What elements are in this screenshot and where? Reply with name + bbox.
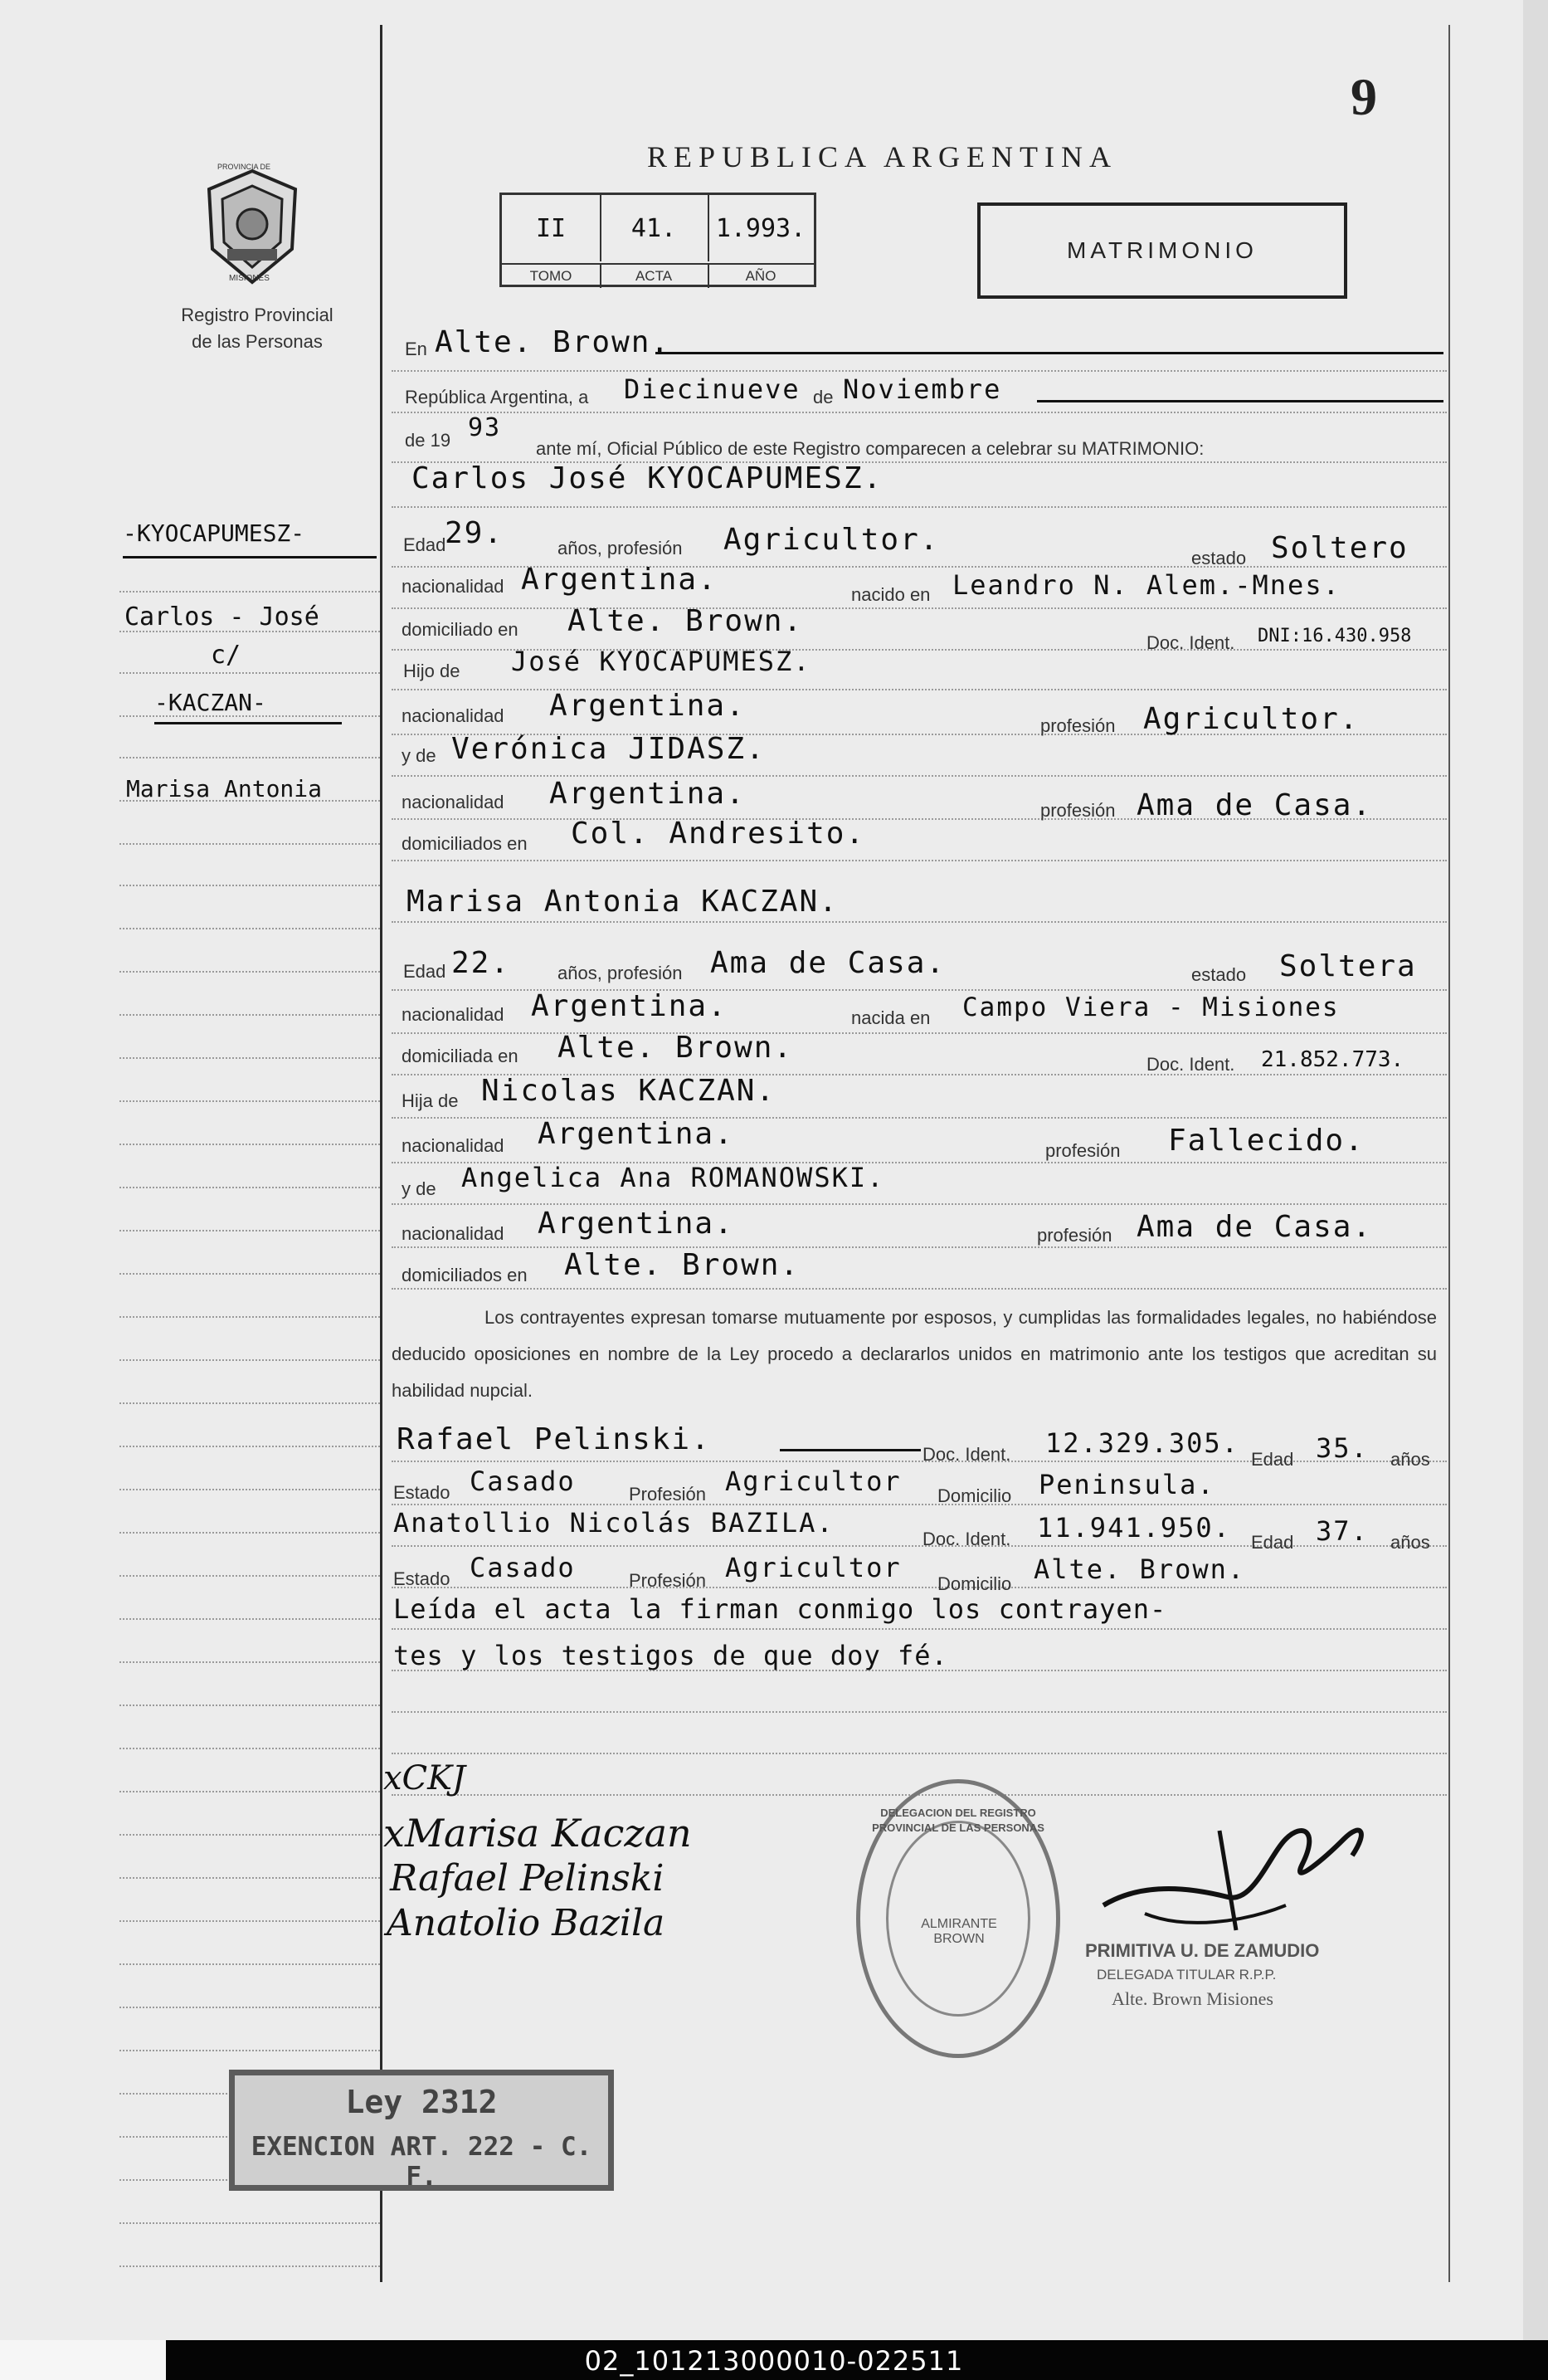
registry-name <box>141 302 373 355</box>
bride-nacida-label: nacida en <box>851 1007 931 1028</box>
tomo-value: II <box>502 195 601 261</box>
margin-rule <box>119 2265 380 2267</box>
page-edge <box>1523 0 1548 2340</box>
groom-doc: DNI:16.430.958 <box>1258 626 1412 646</box>
groom-civil-status: Soltero <box>1271 531 1409 565</box>
groom-father-nac-label: nacionalidad <box>402 705 504 726</box>
witness1-civil-status: Casado <box>470 1466 576 1497</box>
bride-doc: 21.852.773. <box>1261 1047 1404 1072</box>
margin-rule <box>119 1963 380 1965</box>
bride-parents-dom-label: domiciliados en <box>402 1265 528 1285</box>
exencion-text: EXENCION ART. 222 - C. F. <box>251 2132 592 2192</box>
margin-rule <box>119 715 380 717</box>
margin-rule <box>119 1316 380 1318</box>
margin-rule <box>119 1575 380 1577</box>
groom-nac-label: nacionalidad <box>402 576 504 597</box>
bride-nationality: Argentina. <box>531 989 728 1023</box>
bride-father-prof-label: profesión <box>1045 1140 1121 1161</box>
margin-rule <box>119 1489 380 1490</box>
margin-rule <box>119 672 380 674</box>
groom-parents-dom-label: domiciliados en <box>402 833 528 854</box>
bride-edad-label: Edad <box>403 961 446 982</box>
form-rule <box>392 1587 1447 1588</box>
officer-place-stamp: Alte. Brown Misiones <box>1112 1988 1273 2009</box>
margin-rule <box>119 591 380 593</box>
acta-label: ACTA <box>600 263 709 288</box>
margin-rule <box>119 1446 380 1447</box>
margin-underline-1 <box>123 556 377 558</box>
de-label: de <box>813 387 834 407</box>
form-rule <box>392 506 1447 508</box>
witness1-anos-label: años <box>1390 1449 1430 1470</box>
margin-given-bride: Marisa Antonia <box>126 775 323 802</box>
groom-profession: Agricultor. <box>723 523 940 557</box>
declaration-paragraph: Los contrayentes expresan tomarse mutuamente por esposos, y cumplidas las formalidades legales, no habiéndose deducido oposiciones en nombre de la Ley procedo a declararlos unidos en matrimonio ante los testigos que acreditan su habilidad nupcial. <box>392 1307 1437 1401</box>
groom-father-prof-label: profesión <box>1040 715 1116 736</box>
margin-rule <box>119 1230 380 1231</box>
witness1-edad-label: Edad <box>1251 1449 1294 1470</box>
bride-name: Marisa Antonia KACZAN. <box>406 885 839 919</box>
margin-rule <box>119 843 380 845</box>
bride-age: 22. <box>451 946 511 980</box>
record-type-box: MATRIMONIO <box>977 202 1347 299</box>
margin-rule <box>119 1187 380 1188</box>
groom-dom-label: domiciliado en <box>402 619 518 640</box>
groom-father-nationality: Argentina. <box>549 689 746 723</box>
bride-mother-nac-label: nacionalidad <box>402 1223 504 1244</box>
witness2-signature: Anatolio Bazila <box>387 1902 665 1944</box>
form-rule <box>392 370 1447 372</box>
form-rule <box>392 1032 1447 1034</box>
margin-rule <box>119 1791 380 1792</box>
groom-mother-profession: Ama de Casa. <box>1137 788 1373 822</box>
groom-edad-label: Edad <box>403 534 446 555</box>
ante-text: ante mí, Oficial Público de este Registro comparecen a celebrar su MATRIMONIO: <box>536 438 1205 459</box>
acta-value: 41. <box>600 195 709 261</box>
bride-father-nac-label: nacionalidad <box>402 1135 504 1156</box>
margin-rule <box>119 1920 380 1922</box>
country-title: REPUBLICA ARGENTINA <box>647 140 1118 173</box>
ley-text: Ley 2312 <box>345 2084 498 2120</box>
seal-ring-text: DELEGACION DEL REGISTRO PROVINCIAL DE LAS PERSONAS <box>872 1807 1044 1834</box>
witness1-doc-label: Doc. Ident. <box>922 1444 1011 1465</box>
left-column-divider <box>380 25 382 2282</box>
witness2-age: 37. <box>1316 1515 1369 1547</box>
margin-rule <box>119 928 380 929</box>
witness2-doc: 11.941.950. <box>1037 1512 1231 1544</box>
groom-signature: xCKJ <box>383 1759 466 1797</box>
margin-rule <box>119 1834 380 1836</box>
groom-parents-domicile: Col. Andresito. <box>571 817 866 851</box>
crest-bottom-text: MISIONES <box>229 274 270 283</box>
place: Alte. Brown. <box>435 325 671 359</box>
witness2-anos-label: años <box>1390 1532 1430 1553</box>
form-rule <box>392 412 1447 413</box>
form-rule <box>392 607 1447 609</box>
bride-signature: xMarisa Kaczan <box>383 1811 692 1856</box>
form-rule <box>392 1628 1447 1630</box>
witness1-doc: 12.329.305. <box>1045 1427 1239 1459</box>
groom-nationality: Argentina. <box>521 563 718 597</box>
ano-value: 1.993. <box>715 213 806 243</box>
groom-mother: Verónica JIDASZ. <box>451 732 766 766</box>
margin-rule <box>119 2007 380 2008</box>
groom-age: 29. <box>445 516 504 550</box>
margin-rule <box>119 2222 380 2224</box>
right-margin-rule <box>1448 25 1450 2282</box>
form-rule <box>392 1246 1447 1248</box>
groom-nacido-label: nacido en <box>851 584 931 605</box>
republica-label: República Argentina, a <box>405 387 589 407</box>
groom-mother-nac-label: nacionalidad <box>402 792 504 812</box>
bride-nac-label: nacionalidad <box>402 1004 504 1025</box>
witness1-name: Rafael Pelinski. <box>397 1422 711 1456</box>
bride-father: Nicolas KACZAN. <box>481 1074 776 1108</box>
witness2-name: Anatollio Nicolás BAZILA. <box>393 1507 835 1539</box>
groom-birthplace: Leandro N. Alem.-Mnes. <box>952 569 1341 601</box>
witness1-signature: Rafael Pelinski <box>390 1857 664 1900</box>
bride-estado-label: estado <box>1191 964 1247 985</box>
bride-birthplace: Campo Viera - Misiones <box>962 992 1340 1022</box>
bride-anos-prof-label: años, profesión <box>557 963 683 983</box>
margin-rule <box>119 757 380 758</box>
officer-signature <box>1095 1806 1377 1955</box>
bride-mother-profession: Ama de Casa. <box>1137 1210 1373 1244</box>
groom-yde-label: y de <box>402 745 436 766</box>
groom-estado-label: estado <box>1191 548 1247 568</box>
margin-surname-bride: -KACZAN- <box>154 689 266 716</box>
witness1-age: 35. <box>1316 1432 1369 1464</box>
bride-mother: Angelica Ana ROMANOWSKI. <box>461 1162 885 1193</box>
margin-rule <box>119 1877 380 1879</box>
en-label: En <box>405 339 427 359</box>
bride-father-nationality: Argentina. <box>538 1117 734 1151</box>
margin-rule <box>119 1014 380 1016</box>
margin-connector: c/ <box>211 641 241 670</box>
year-prefix: de 19 <box>405 430 451 451</box>
witness2-domicile: Alte. Brown. <box>1034 1553 1246 1585</box>
margin-rule <box>119 1144 380 1145</box>
form-rule <box>392 1203 1447 1205</box>
margin-rule <box>119 1100 380 1102</box>
closing-line-1: Leída el acta la firman conmigo los contrayen- <box>393 1593 1167 1625</box>
registry-line-2: de las Personas <box>192 331 323 352</box>
bride-yde-label: y de <box>402 1178 436 1199</box>
bride-domicile: Alte. Brown. <box>557 1031 794 1065</box>
margin-rule <box>119 971 380 973</box>
ano-label: AÑO <box>708 263 814 288</box>
day: Diecinueve <box>624 373 801 405</box>
form-rule <box>392 1711 1447 1713</box>
officer-title-stamp: DELEGADA TITULAR R.P.P. <box>1097 1967 1277 1983</box>
month: Noviembre <box>843 373 1002 405</box>
bride-mother-prof-label: profesión <box>1037 1225 1112 1246</box>
page-number: 9 <box>1351 67 1377 126</box>
margin-rule <box>119 1532 380 1534</box>
margin-rule <box>119 1273 380 1275</box>
tomo-label: TOMO <box>502 263 601 288</box>
groom-anos-prof-label: años, profesión <box>557 538 683 558</box>
fill-line <box>1037 400 1443 402</box>
margin-surname-groom: -KYOCAPUMESZ- <box>123 519 305 547</box>
witness1-domicile: Peninsula. <box>1039 1469 1215 1500</box>
bride-father-profession: Fallecido. <box>1168 1124 1365 1158</box>
groom-father: José KYOCAPUMESZ. <box>511 646 811 677</box>
bride-doc-label: Doc. Ident. <box>1146 1054 1235 1075</box>
officer-name-stamp: PRIMITIVA U. DE ZAMUDIO <box>1085 1940 1320 1961</box>
form-rule <box>392 860 1447 861</box>
registry-line-1: Registro Provincial <box>181 305 333 325</box>
margin-rule <box>119 1359 380 1361</box>
margin-rule <box>119 885 380 886</box>
groom-name: Carlos José KYOCAPUMESZ. <box>411 461 884 495</box>
bride-parents-domicile: Alte. Brown. <box>564 1248 801 1282</box>
margin-rule <box>119 800 380 802</box>
witness1-prof-label: Profesión <box>629 1484 706 1505</box>
witness2-prof-label: Profesión <box>629 1570 706 1591</box>
form-rule <box>392 1504 1447 1505</box>
margin-rule <box>119 1661 380 1663</box>
witness2-estado-label: Estado <box>393 1568 450 1589</box>
closing-line-2: tes y los testigos de que doy fé. <box>393 1640 948 1671</box>
groom-doc-label: Doc. Ident. <box>1146 632 1235 653</box>
witness2-civil-status: Casado <box>470 1552 576 1583</box>
witness2-doc-label: Doc. Ident. <box>922 1529 1011 1549</box>
margin-rule <box>119 631 380 632</box>
bride-profession: Ama de Casa. <box>710 946 947 980</box>
margin-rule <box>119 1402 380 1404</box>
tax-exemption-stamp <box>229 2070 614 2191</box>
margin-rule <box>119 1057 380 1059</box>
fill-line <box>655 352 1443 354</box>
margin-rule <box>119 1705 380 1706</box>
witness2-edad-label: Edad <box>1251 1532 1294 1553</box>
margin-rule <box>119 1748 380 1749</box>
groom-mother-prof-label: profesión <box>1040 800 1116 821</box>
form-rule <box>392 1288 1447 1290</box>
tomo-acta-ano-box <box>499 193 816 287</box>
bride-hija-label: Hija de <box>402 1090 459 1111</box>
groom-domicile: Alte. Brown. <box>567 604 804 638</box>
fill-line <box>780 1449 921 1451</box>
scan-id-caption: 02_101213000010-022511 <box>584 2345 964 2377</box>
bride-dom-label: domiciliada en <box>402 1046 518 1066</box>
margin-underline-2 <box>154 722 342 724</box>
crest-top-text: PROVINCIA DE <box>217 163 271 171</box>
witness2-dom-label: Domicilio <box>937 1573 1012 1594</box>
form-rule <box>392 1753 1447 1754</box>
witness1-profession: Agricultor <box>725 1466 902 1497</box>
bride-civil-status: Soltera <box>1279 949 1417 983</box>
crest-icon <box>202 166 302 287</box>
groom-father-profession: Agricultor. <box>1143 702 1360 736</box>
year-suffix: 93 <box>468 413 502 442</box>
groom-mother-nationality: Argentina. <box>549 777 746 811</box>
witness1-estado-label: Estado <box>393 1482 450 1503</box>
margin-given-groom: Carlos - José <box>124 602 319 632</box>
margin-rule <box>119 2050 380 2051</box>
seal-center-text: ALMIRANTE BROWN <box>921 1917 997 1946</box>
bride-mother-nationality: Argentina. <box>538 1207 734 1241</box>
groom-hijo-label: Hijo de <box>403 661 460 681</box>
witness2-profession: Agricultor <box>725 1552 902 1583</box>
witness1-dom-label: Domicilio <box>937 1485 1012 1506</box>
form-rule <box>392 921 1447 923</box>
margin-rule <box>119 1618 380 1620</box>
